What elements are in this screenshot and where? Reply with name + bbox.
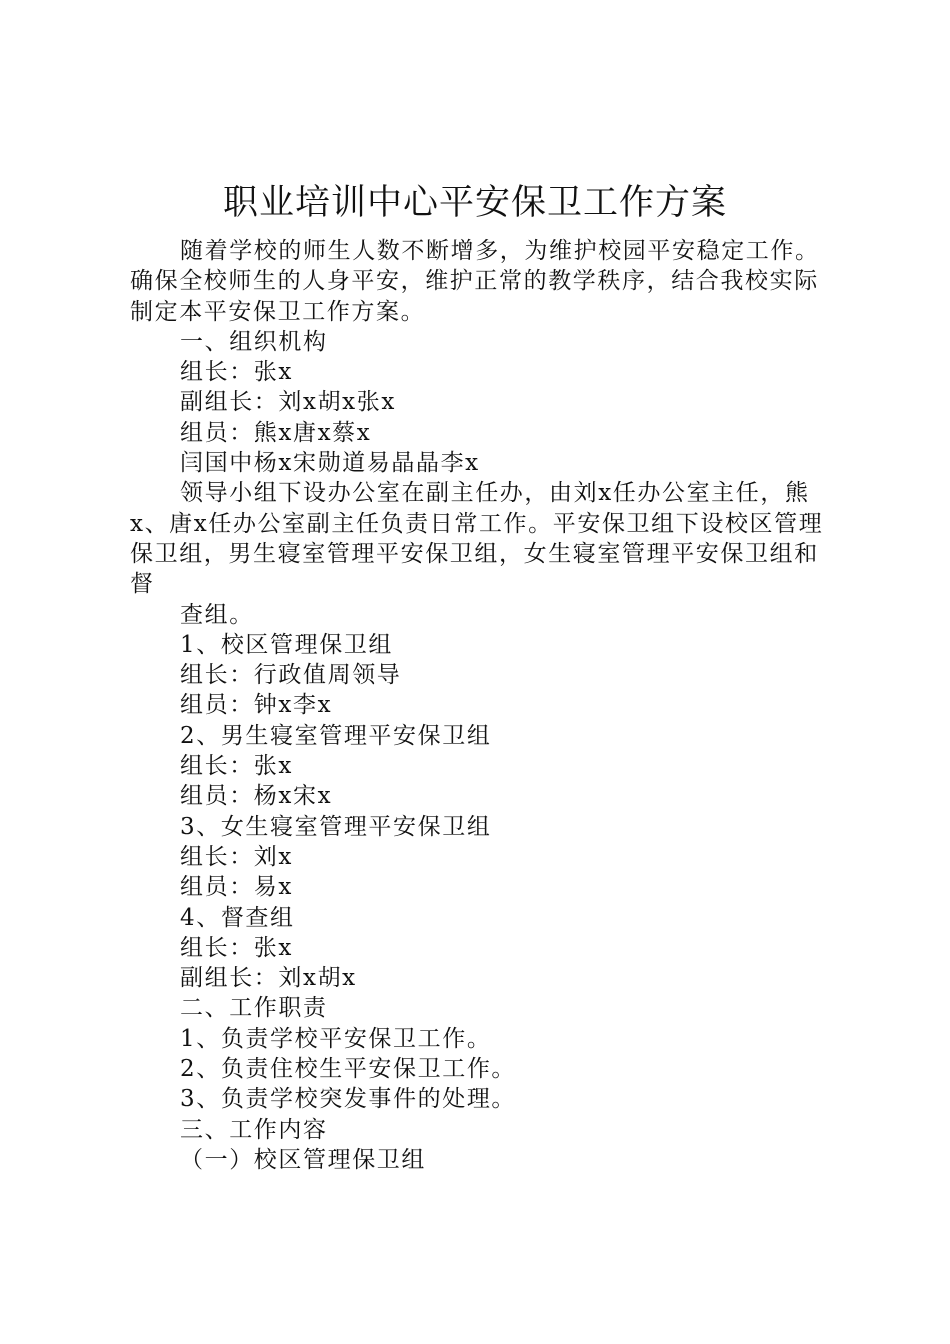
intro-paragraph: 随着学校的师生人数不断增多，为维护校园平安稳定工作。确保全校师生的人身平安，维护正常的教学秩序，结合我校实际制定本平安保卫工作方案。 [130,238,820,325]
text-line: 组员：熊x唐x蔡x [180,419,372,446]
section-heading-content: 三、工作内容 [180,1116,328,1143]
text-line: 组长：张x [180,934,293,961]
text-line: 查组。 [180,601,254,628]
section-heading-duties: 二、工作职责 [180,995,328,1022]
subsection-heading: 1、校区管理保卫组 [180,631,394,658]
subsection-heading: （一）校区管理保卫组 [180,1146,426,1173]
list-item: 1、负责学校平安保卫工作。 [180,1025,492,1052]
subsection-heading: 4、督查组 [180,904,295,931]
text-line: 组员：钟x李x [180,692,333,719]
text-line: 组长：张x [180,359,293,386]
text-line: 副组长：刘x胡x [180,965,357,992]
text-line: 组长：刘x [180,843,293,870]
subsection-heading: 2、男生寝室管理平安保卫组 [180,722,492,749]
subsection-heading: 3、女生寝室管理平安保卫组 [180,813,492,840]
list-item: 2、负责住校生平安保卫工作。 [180,1056,517,1083]
text-line: 组员：杨x宋x [180,783,333,810]
text-line: 副组长：刘x胡x张x [180,389,396,416]
document-title: 职业培训中心平安保卫工作方案 [222,183,727,223]
text-line: 组员：易x [180,874,293,901]
document-body [130,236,830,1175]
office-paragraph: 领导小组下设办公室在副主任办，由刘x任办公室主任，熊x、唐x任办公室副主任负责日常工作。平安保卫组下设校区管理保卫组，男生寝室管理平安保卫组，女生寝室管理平安保卫组和督 [130,480,824,598]
text-line: 组长：张x [180,753,293,780]
list-item: 3、负责学校突发事件的处理。 [180,1086,517,1113]
section-heading-organization: 一、组织机构 [180,328,328,355]
text-line: 组长：行政值周领导 [180,662,402,689]
text-line: 闫国中杨x宋勋道易晶晶李x [180,450,480,477]
